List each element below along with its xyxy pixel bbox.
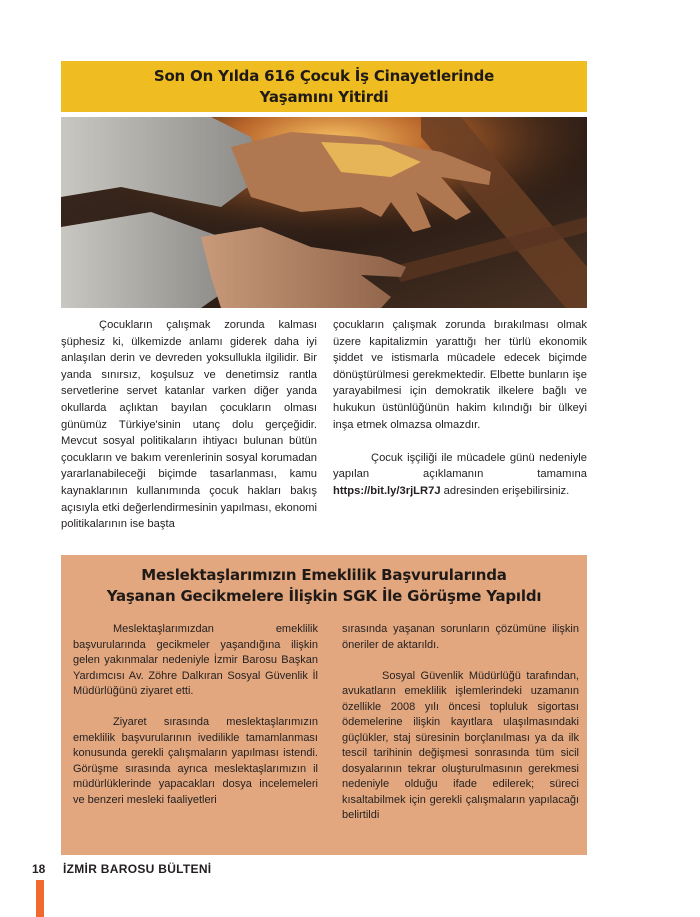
publication-title: İZMİR BAROSU BÜLTENİ: [63, 862, 212, 876]
article-title-line-2: Yaşamını Yitirdi: [259, 87, 389, 106]
article-title: [61, 565, 587, 607]
link-intro-text: Çocuk işçiliği ile mücadele günü nedeniyle yapılan açıklamanın tamamına: [333, 451, 587, 481]
link-outro-text: adresinden erişebilirsiniz.: [440, 484, 570, 497]
body-paragraph-link: [333, 450, 587, 500]
body-paragraph: Meslektaşlarımızdan emeklilik başvurularında gecikmeler yaşandığına ilişkin gelen yakınmalar nedeniyle İzmir Barosu Başkan Yardımcısı Av. Zöhre Dalkıran Sosyal Güvenlik İl Müdürlüğünü ziyaret etti.: [73, 623, 318, 697]
article-column-right: [333, 317, 587, 500]
article-title-band: [61, 61, 587, 112]
article-title-line-1: Meslektaşlarımızın Emeklilik Başvurularında: [141, 566, 507, 584]
page-number: 18: [32, 862, 46, 876]
sgk-article-box: [61, 555, 587, 855]
article-title-line-2: Yaşanan Gecikmelere İlişkin SGK İle Görüşme Yapıldı: [106, 587, 542, 605]
body-paragraph: Çocukların çalışmak zorunda kalması şüphesiz ki, ülkemizde anlamı giderek daha iyi anlaşılan derin ve devreden yoksullukla ilgilidir. Bir yanda sınırsız, koşulsuz ve denetimsiz rantla servetlerine servet katanlar varken diğer yanda okullarda açlıktan bayılan çocukların olması günümüz Türkiye'sinin utanç dolu gerçeğidir. Mevcut sosyal politikaların ihtiyacı bulunan bütün çocukların ve bakım verenlerinin sosyal korumadan yararlanabileceği biçimde tasarlanması, kamu kaynaklarının kullanımında çocuk hakları bakış açısıyla etki değerlendirmesinin yapılması, ekonomi politikalarının ise başta: [61, 319, 317, 531]
article-column-left: [73, 622, 318, 808]
body-paragraph: Sosyal Güvenlik Müdürlüğü tarafından, avukatların emeklilik işlemlerindeki uzamanın özellikle 2008 yılı öncesi topluluk sigortası ödemelerine ilişkin kayıtlara ulaşılmasındaki güçlükler, staj süresinin borçlanılması ya da ilk tescil tarihinin değişmesi sonrasında tüm sicil dosyalarının tekrar oluşturulmasının gerekmesi nedeniyle olduğu ifade edilerek; süreci kısaltabilmek için gerekli çalışmaların yapılacağı belirtildi: [342, 669, 579, 821]
accent-bar: [36, 880, 44, 917]
article-column-left: [61, 317, 317, 533]
hands-photo: [61, 117, 587, 308]
body-paragraph: Ziyaret sırasında meslektaşlarımızın emeklilik başvurularının ivedilikle tamamlanması konusunda gerekli çalışmaların yapılması istendi. Görüşme sırasında ayrıca meslektaşlarımızın il müdürlüklerinde yapacakları dosya incelemeleri ve benzeri mesleki faaliyetleri: [73, 716, 318, 806]
statement-link[interactable]: https://bit.ly/3rjLR7J: [333, 484, 441, 497]
body-paragraph: çocukların çalışmak zorunda bırakılması olmak üzere kapitalizmin yarattığı her türlü ekonomik şiddet ve istismarla mücadele edecek biçimde dönüştürülmesi gerekmektedir. Elbette bunların işe yarayabilmesi için demokratik ilkelere bağlı ve hukukun üstünlüğünün hakim kılındığı bir ülkeyi inşa etmek olmazsa olmazdır.: [333, 319, 587, 431]
article-column-right: [342, 622, 579, 824]
body-paragraph: sırasında yaşanan sorunların çözümüne ilişkin öneriler de aktarıldı.: [342, 623, 579, 651]
article-title-line-1: Son On Yılda 616 Çocuk İş Cinayetlerinde: [153, 66, 495, 85]
